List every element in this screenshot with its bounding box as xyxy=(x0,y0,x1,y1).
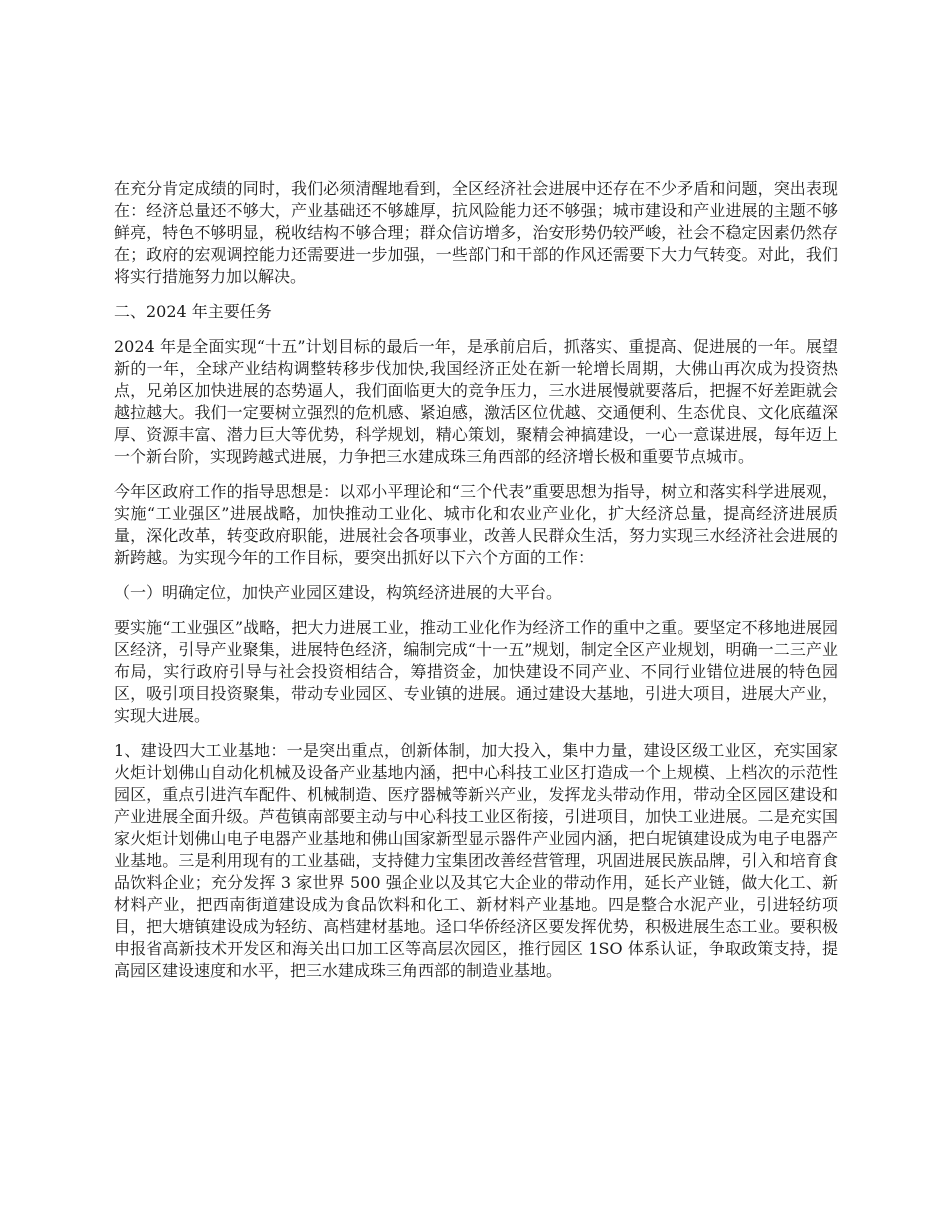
paragraph-four-industrial-bases: 1、建设四大工业基地：一是突出重点，创新体制，加大投入，集中力量，建设区级工业区，充实国家火炬计划佛山自动化机械及设备产业基地内涵，把中心科技工业区打造成一个上规模、上档次的示范性园区，重点引进汽车配件、机械制造、医疗器械等新兴产业，发挥龙头带动作用，带动全区园区建设和产业进展全面升级。芦苞镇南部要主动与中心科技工业区衔接，引进项目，加快工业进展。二是充实国家火炬计划佛山电子电器产业基地和佛山国家新型显示器件产业园内涵，把白坭镇建设成为电子电器产业基地。三是利用现有的工业基础，支持健力宝集团改善经营管理，巩固进展民族品牌，引入和培育食品饮料企业；充分发挥 3 家世界 500 强企业以及其它大企业的带动作用，延长产业链，做大化工、新材料产业，把西南街道建设成为食品饮料和化工、新材料产业基地。四是整合水泥产业，引进轻纺项目，把大塘镇建设成为轻纺、高档建材基地。迳口华侨经济区要发挥优势，积极进展生态工业。要积极申报省高新技术开发区和海关出口加工区等高层次园区，推行园区 1SO 体系认证，争取政策支持，提高园区建设速度和水平，把三水建成珠三角西部的制造业基地。 xyxy=(114,741,838,980)
section-heading-main-tasks: 二、2024 年主要任务 xyxy=(114,302,272,321)
paragraph-problems: 在充分肯定成绩的同时，我们必须清醒地看到，全区经济社会进展中还存在不少矛盾和问题，突出表现在：经济总量还不够大，产业基础还不够雄厚，抗风险能力还不够强；城市建设和产业进展的主题不够鲜亮，特色不够明显，税收结构不够合理；群众信访增多，治安形势仍较严峻，社会不稳定因素仍然存在；政府的宏观调控能力还需要进一步加强，一些部门和干部的作风还需要下大力气转变。对此，我们将实行措施努力加以解决。 xyxy=(114,179,838,286)
paragraph-industrial-strategy: 要实施“工业强区”战略，把大力进展工业，推动工业化作为经济工作的重中之重。要坚定不移地进展园区经济，引导产业聚集，进展特色经济，编制完成“十一五”规划，制定全区产业规划，明确一二三产业布局，实行政府引导与社会投资相结合，筹措资金，加快建设不同产业、不同行业错位进展的特色园区，吸引项目投资聚集，带动专业园区、专业镇的进展。通过建设大基地，引进大项目，进展大产业，实现大进展。 xyxy=(114,618,838,725)
subheading-industrial-parks: （一）明确定位，加快产业园区建设，构筑经济进展的大平台。 xyxy=(114,583,563,602)
paragraph-year-overview: 2024 年是全面实现“十五”计划目标的最后一年，是承前启后，抓落实、重提高、促进展的一年。展望新的一年，全球产业结构调整转移步伐加快,我国经济正处在新一轮增长周期，大佛山再次成为投资热点，兄弟区加快进展的态势逼人，我们面临更大的竞争压力，三水进展慢就要落后，把握不好差距就会越拉越大。我们一定要树立强烈的危机感、紧迫感，激活区位优越、交通便利、生态优良、文化底蕴深厚、资源丰富、潜力巨大等优势，科学规划，精心策划，聚精会神搞建设，一心一意谋进展，每年迈上一个新台阶，实现跨越式进展，力争把三水建成珠三角西部的经济增长极和重要节点城市。 xyxy=(114,337,838,466)
paragraph-guiding-ideology: 今年区政府工作的指导思想是：以邓小平理论和“三个代表”重要思想为指导，树立和落实科学进展观，实施“工业强区”进展战略，加快推动工业化、城市化和农业产业化，扩大经济总量，提高经济进展质量，深化改革，转变政府职能，进展社会各项事业，改善人民群众生活，努力实现三水经济社会进展的新跨越。为实现今年的工作目标，要突出抓好以下六个方面的工作： xyxy=(114,482,838,567)
document-page xyxy=(114,178,838,995)
